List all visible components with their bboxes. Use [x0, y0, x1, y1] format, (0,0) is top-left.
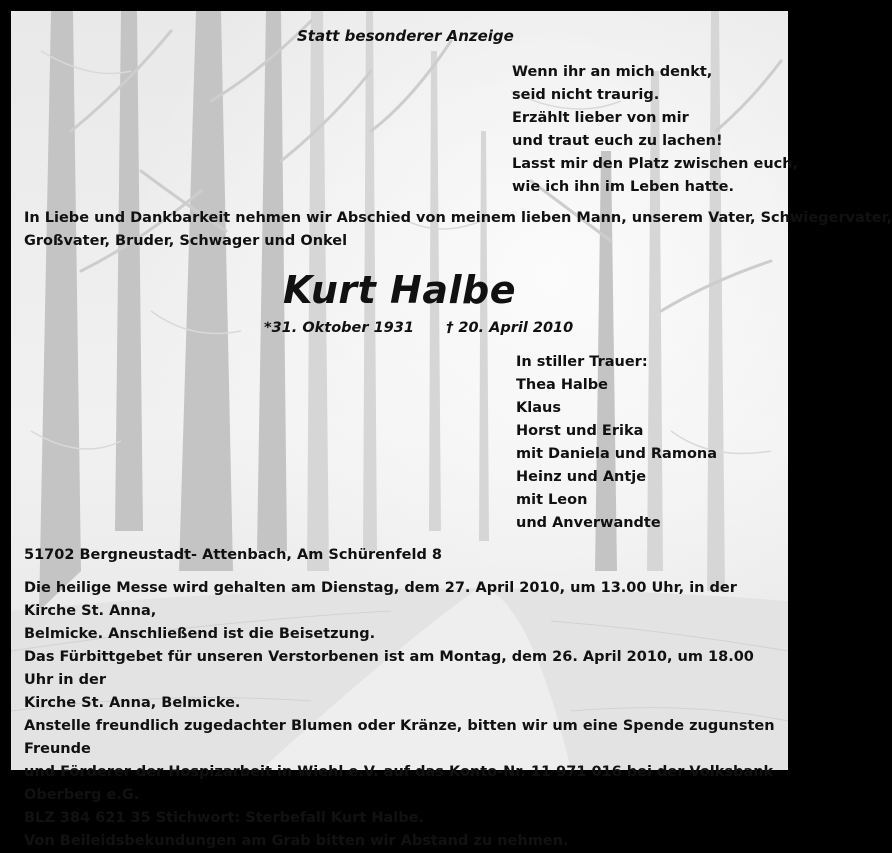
life-dates — [264, 317, 573, 340]
poem-line: Lasst mir den Platz zwischen euch, — [512, 156, 799, 172]
intro-line: Großvater, Bruder, Schwager und Onkel — [24, 233, 348, 249]
notice-line: Kirche St. Anna, Belmicke. — [24, 695, 241, 711]
family-address: 51702 Bergneustadt- Attenbach, Am Schürenfeld 8 — [24, 547, 442, 563]
poem-line: seid nicht traurig. — [512, 87, 660, 103]
mourner-name: und Anverwandte — [516, 515, 661, 531]
intro-line: In Liebe und Dankbarkeit nehmen wir Abschied von meinem lieben Mann, unserem Vater, Schwiegervater, — [24, 210, 892, 226]
poem-line: wie ich ihn im Leben hatte. — [512, 179, 734, 195]
notice-line: Das Fürbittgebet für unseren Verstorbenen ist am Montag, dem 26. April 2010, um 18.00 Uhr in der — [24, 649, 754, 688]
mourner-name: Thea Halbe — [516, 377, 608, 393]
notice-line: Belmicke. Anschließend ist die Beisetzung. — [24, 626, 376, 642]
notice-line: Von Beileidsbekundungen am Grab bitten wir Abstand zu nehmen. — [24, 833, 569, 849]
obituary-notice — [11, 11, 892, 849]
funeral-notice — [24, 577, 776, 853]
poem-line: Wenn ihr an mich denkt, — [512, 64, 713, 80]
mourners-list — [516, 351, 717, 535]
farewell-intro — [24, 207, 892, 253]
birth-date: *31. Oktober 1931 — [264, 320, 414, 336]
poem-line: und traut euch zu lachen! — [512, 133, 723, 149]
header-statt-besonderer-anzeige: Statt besonderer Anzeige — [297, 27, 514, 45]
deceased-name: Kurt Halbe — [283, 268, 516, 312]
death-date: † 20. April 2010 — [446, 320, 574, 336]
notice-line: Anstelle freundlich zugedachter Blumen oder Kränze, bitten wir um eine Spende zugunsten Freunde — [24, 718, 775, 757]
mourner-name: Horst und Erika — [516, 423, 644, 439]
notice-line: Die heilige Messe wird gehalten am Dienstag, dem 27. April 2010, um 13.00 Uhr, in der Kirche St. Anna, — [24, 580, 737, 619]
mourner-name: Heinz und Antje — [516, 469, 647, 485]
notice-line: BLZ 384 621 35 Stichwort: Sterbefall Kurt Halbe. — [24, 810, 424, 826]
mourner-name: Klaus — [516, 400, 561, 416]
poem-line: Erzählt lieber von mir — [512, 110, 689, 126]
mourner-name: mit Daniela und Ramona — [516, 446, 718, 462]
poem-verse — [512, 61, 798, 199]
mourners-heading: In stiller Trauer: — [516, 354, 648, 370]
notice-line: und Förderer der Hospizarbeit in Wiehl e.V. auf das Konto-Nr. 11 971 016 bei der Volksbank Oberberg e.G. — [24, 764, 774, 803]
mourner-name: mit Leon — [516, 492, 588, 508]
